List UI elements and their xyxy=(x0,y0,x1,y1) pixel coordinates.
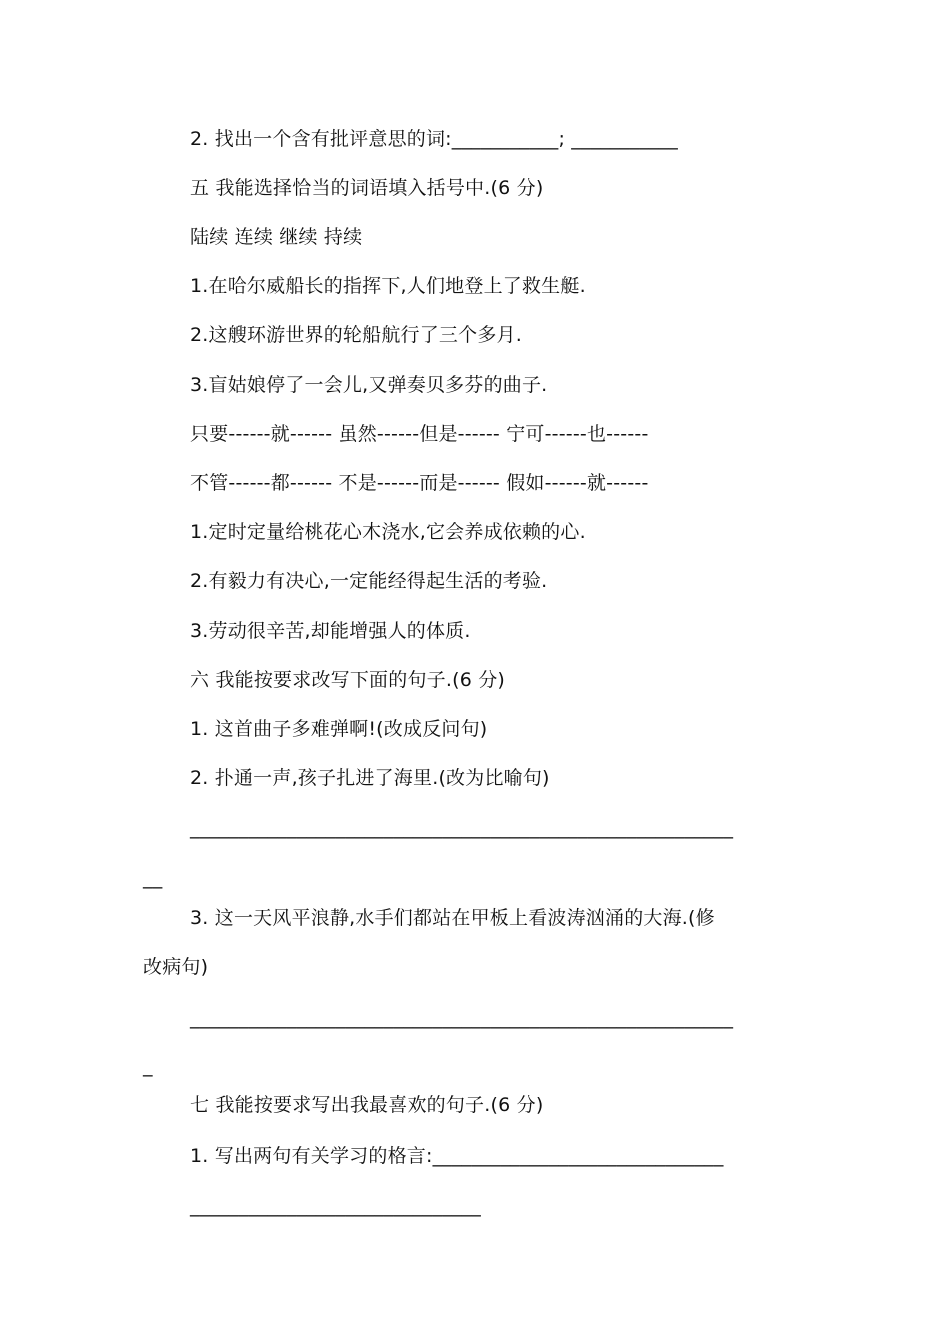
question-line: 2.这艘环游世界的轮船航行了三个多月. xyxy=(190,324,522,346)
answer-blank-line: _ xyxy=(143,1055,153,1077)
question-line: 1. 这首曲子多难弹啊!(改成反问句) xyxy=(190,718,488,740)
question-line-continued: 改病句) xyxy=(143,956,209,978)
question-line: 3.盲姑娘停了一会儿,又弹奏贝多芬的曲子. xyxy=(190,374,548,396)
question-line: 1.定时定量给桃花心木浇水,它会养成依赖的心. xyxy=(190,521,586,543)
answer-blank-line: __ xyxy=(143,867,163,889)
question-line: 3.劳动很辛苦,却能增强人的体质. xyxy=(190,620,471,642)
question-line: 2. 扑通一声,孩子扎进了海里.(改为比喻句) xyxy=(190,767,550,789)
answer-blank-line: ________________________________________________________ xyxy=(190,1007,734,1029)
question-line: 1.在哈尔威船长的指挥下,人们地登上了救生艇. xyxy=(190,275,586,297)
conjunction-choices: 不管------都------ 不是------而是------ 假如------就------ xyxy=(190,472,649,494)
question-line: 2.有毅力有决心,一定能经得起生活的考验. xyxy=(190,570,548,592)
section-heading-7: 七 我能按要求写出我最喜欢的句子.(6 分) xyxy=(190,1094,544,1116)
section-heading-6: 六 我能按要求改写下面的句子.(6 分) xyxy=(190,669,506,691)
question-line: 1. 写出两句有关学习的格言:______________________________ xyxy=(190,1145,724,1167)
word-choices: 陆续 连续 继续 持续 xyxy=(190,226,363,248)
answer-blank-line: ______________________________ xyxy=(190,1195,481,1217)
conjunction-choices: 只要------就------ 虽然------但是------ 宁可------也------ xyxy=(190,423,649,445)
question-line: 2. 找出一个含有批评意思的词:___________; ___________ xyxy=(190,128,679,150)
question-line: 3. 这一天风平浪静,水手们都站在甲板上看波涛汹涌的大海.(修 xyxy=(190,907,715,929)
answer-blank-line: ________________________________________________________ xyxy=(190,817,734,839)
section-heading-5: 五 我能选择恰当的词语填入括号中.(6 分) xyxy=(190,177,544,199)
